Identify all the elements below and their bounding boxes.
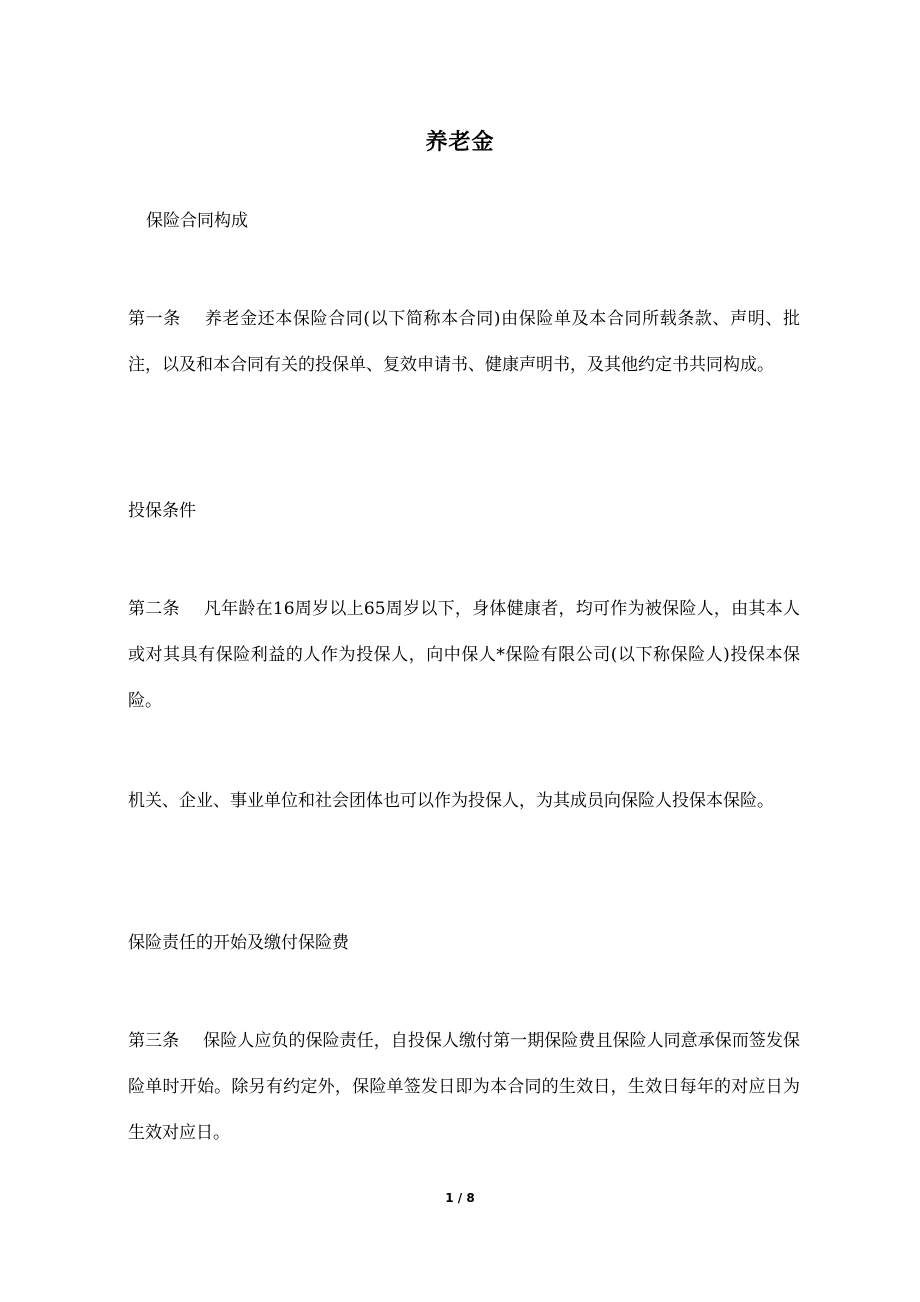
section-heading-eligibility: 投保条件 — [128, 501, 196, 521]
article-2-text: 凡年龄在16周岁以上65周岁以下，身体健康者，均可作为被保险人，由其本人或对其具有保险利益的人作为投保人，向中保人*保险有限公司(以下称保险人)投保本保险。 — [128, 599, 800, 711]
document-title: 养老金 — [425, 129, 495, 155]
article-2-extra-paragraph: 机关、企业、事业单位和社会团体也可以作为投保人，为其成员向保险人投保本保险。 — [128, 791, 774, 811]
section-heading-contract-composition: 保险合同构成 — [146, 211, 248, 231]
article-3-paragraph — [128, 1018, 800, 1156]
article-3-text: 保险人应负的保险责任，自投保人缴付第一期保险费且保险人同意承保而签发保险单时开始。除另有约定外，保险单签发日即为本合同的生效日，生效日每年的对应日为生效对应日。 — [128, 1031, 801, 1143]
article-2-paragraph — [128, 586, 800, 724]
section-heading-coverage-start: 保险责任的开始及缴付保险费 — [128, 933, 349, 953]
article-1-number: 第一条 — [128, 309, 181, 329]
article-1-paragraph — [128, 296, 800, 388]
page-number: 1 / 8 — [445, 1191, 475, 1205]
article-2-number: 第二条 — [128, 599, 180, 619]
article-3-number: 第三条 — [128, 1031, 180, 1051]
article-1-text: 养老金还本保险合同(以下简称本合同)由保险单及本合同所载条款、声明、批注，以及和本合同有关的投保单、复效申请书、健康声明书，及其他约定书共同构成。 — [128, 309, 800, 375]
